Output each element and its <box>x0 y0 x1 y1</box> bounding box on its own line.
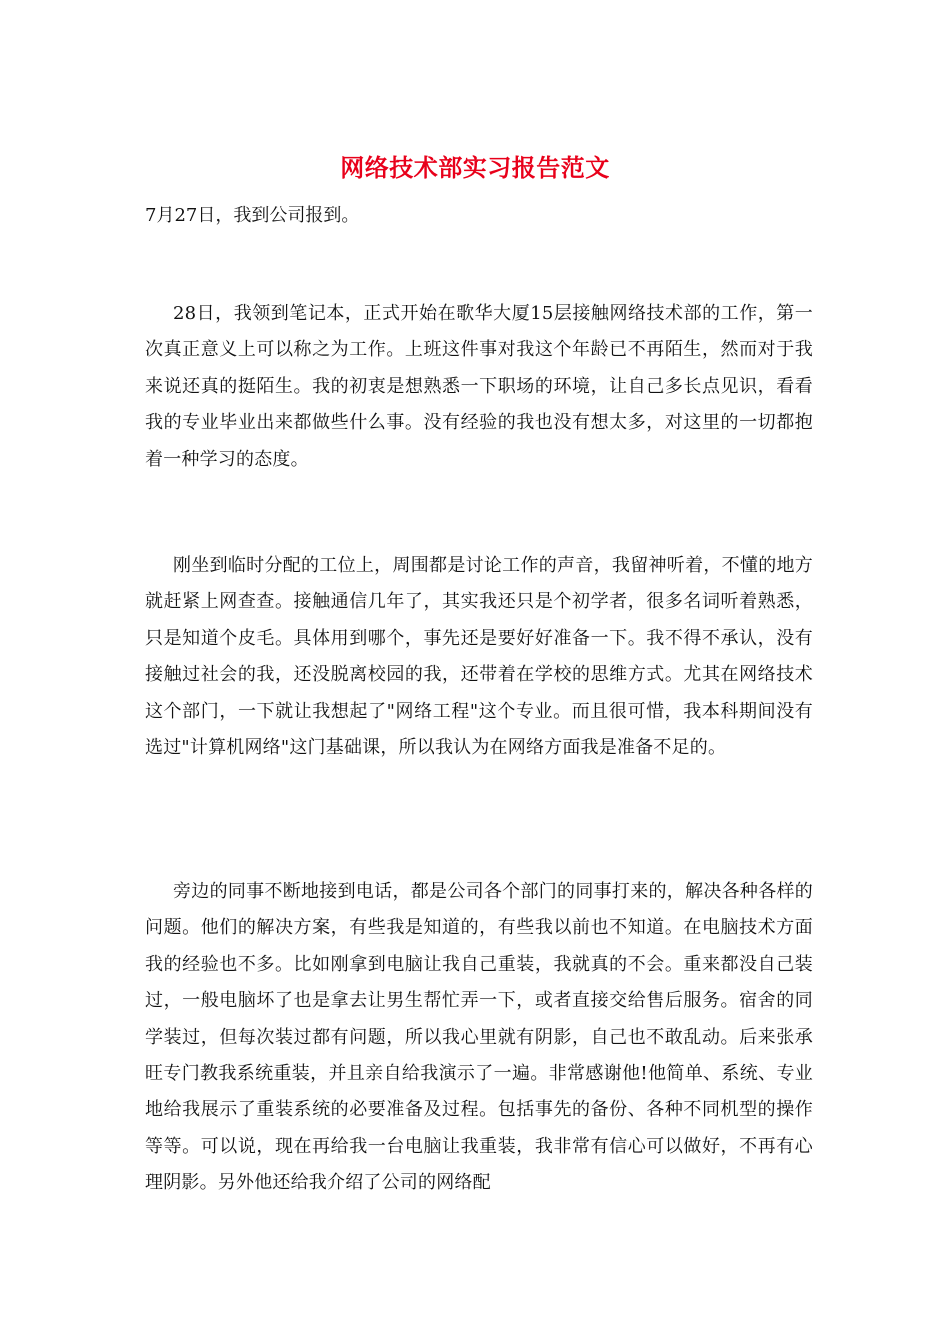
dateline: 7月27日，我到公司报到。 <box>145 205 360 226</box>
document-title: 网络技术部实习报告范文 <box>340 153 610 182</box>
paragraph-3: 旁边的同事不断地接到电话，都是公司各个部门的同事打来的，解决各种各样的问题。他们的解决方案，有些我是知道的，有些我以前也不知道。在电脑技术方面我的经验也不多。比如刚拿到电脑让我自己重装，我就真的不会。重来都没自己装过，一般电脑坏了也是拿去让男生帮忙弄一下，或者直接交给售后服务。宿舍的同学装过，但每次装过都有问题，所以我心里就有阴影，自己也不敢乱动。后来张承旺专门教我系统重装，并且亲自给我演示了一遍。非常感谢他!他简单、系统、专业地给我展示了重装系统的必要准备及过程。包括事先的备份、各种不同机型的操作等等。可以说，现在再给我一台电脑让我重装，我非常有信心可以做好，不再有心理阴影。另外他还给我介绍了公司的网络配 <box>145 881 813 1194</box>
paragraph-1: 28日，我领到笔记本，正式开始在歌华大厦15层接触网络技术部的工作，第一次真正意义上可以称之为工作。上班这件事对我这个年龄已不再陌生，然而对于我来说还真的挺陌生。我的初衷是想熟悉一下职场的环境，让自己多长点见识，看看我的专业毕业出来都做些什么事。没有经验的我也没有想太多，对这里的一切都抱着一种学习的态度。 <box>145 303 813 470</box>
paragraph-2: 刚坐到临时分配的工位上，周围都是讨论工作的声音，我留神听着，不懂的地方就赶紧上网查查。接触通信几年了，其实我还只是个初学者，很多名词听着熟悉，只是知道个皮毛。具体用到哪个，事先还是要好好准备一下。我不得不承认，没有接触过社会的我，还没脱离校园的我，还带着在学校的思维方式。尤其在网络技术这个部门，一下就让我想起了"网络工程"这个专业。而且很可惜，我本科期间没有选过"计算机网络"这门基础课，所以我认为在网络方面我是准备不足的。 <box>145 555 813 759</box>
